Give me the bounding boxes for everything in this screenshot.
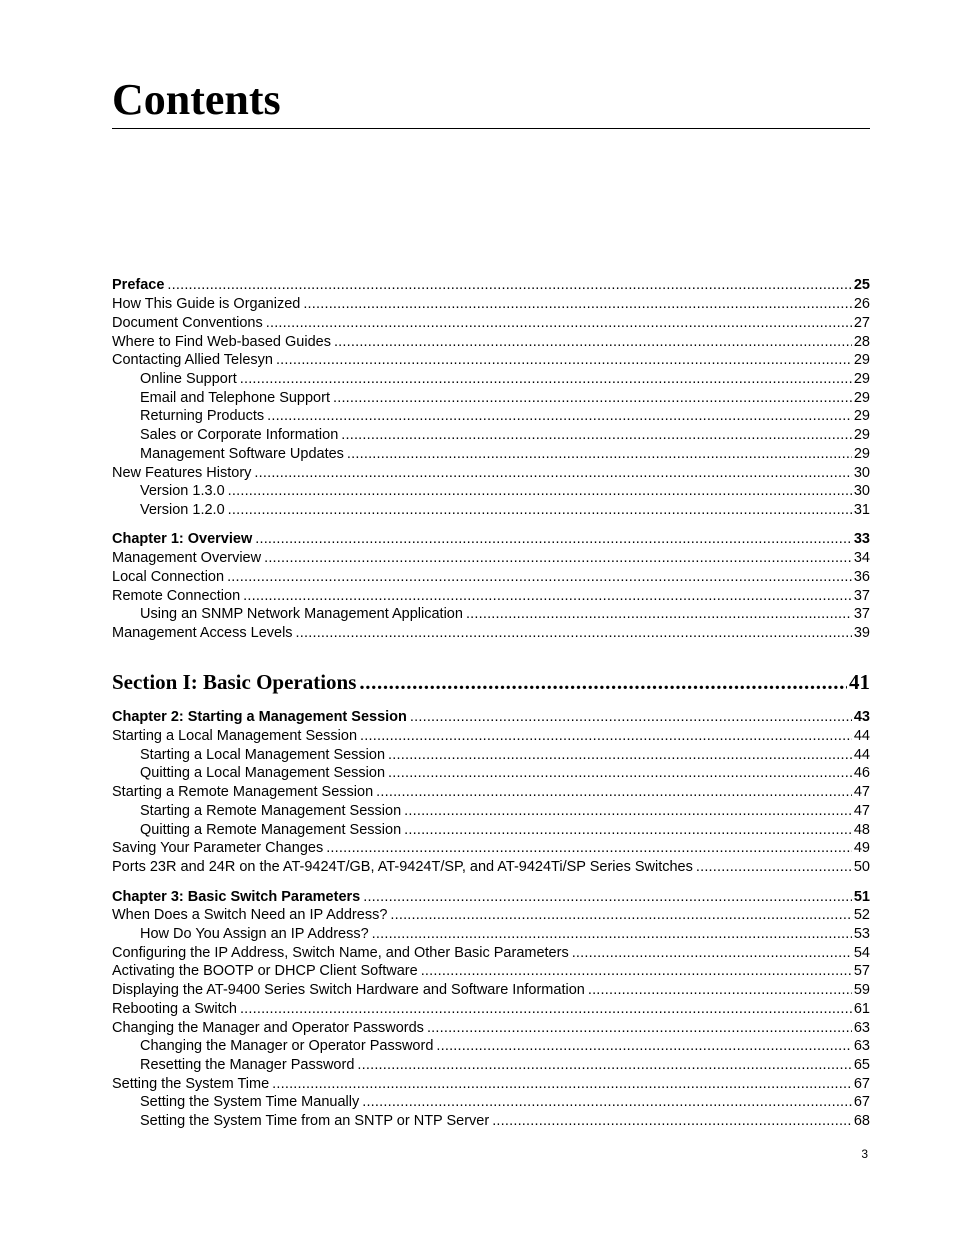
toc-entry-page: 34 <box>853 550 870 566</box>
dot-leader <box>360 727 852 746</box>
dot-leader <box>388 746 852 765</box>
page-title: Contents <box>112 75 281 124</box>
toc-entry-page: 29 <box>853 446 870 462</box>
toc-entry-page: 41 <box>849 670 870 694</box>
toc-entry[interactable] <box>140 445 870 464</box>
toc-entry-label: Configuring the IP Address, Switch Name, and Other Basic Parameters <box>112 945 569 961</box>
toc-entry-label: Saving Your Parameter Changes <box>112 840 324 856</box>
toc-entry-page: 63 <box>853 1020 870 1036</box>
toc-entry-page: 29 <box>853 352 870 368</box>
toc-entry-page: 28 <box>853 334 870 350</box>
toc-section-entry[interactable] <box>112 668 870 696</box>
toc-entry-page: 43 <box>853 709 870 725</box>
toc-entry-label: Starting a Remote Management Session <box>140 803 402 819</box>
toc-entry-page: 31 <box>853 502 870 518</box>
toc-entry[interactable] <box>140 802 870 821</box>
toc-entry[interactable] <box>112 276 870 295</box>
toc-entry-label: Rebooting a Switch <box>112 1001 237 1017</box>
toc-entry[interactable] <box>140 1112 870 1131</box>
toc-entry-label: Quitting a Remote Management Session <box>140 822 402 838</box>
toc-entry-label: Sales or Corporate Information <box>140 427 339 443</box>
dot-leader <box>492 1112 852 1131</box>
toc-entry-label: Using an SNMP Network Management Application <box>140 606 463 622</box>
toc-entry[interactable] <box>140 389 870 408</box>
toc-entry-page: 51 <box>853 889 870 905</box>
toc-entry-page: 49 <box>853 840 870 856</box>
dot-leader <box>264 549 852 568</box>
toc-entry-label: When Does a Switch Need an IP Address? <box>112 907 388 923</box>
toc-entry-page: 46 <box>853 765 870 781</box>
dot-leader <box>572 944 852 963</box>
dot-leader <box>359 668 847 696</box>
toc-entry-label: Chapter 3: Basic Switch Parameters <box>112 889 361 905</box>
toc-entry-label: Chapter 2: Starting a Management Session <box>112 709 407 725</box>
dot-leader <box>696 858 852 877</box>
toc-entry-label: Management Access Levels <box>112 625 293 641</box>
dot-leader <box>341 426 852 445</box>
dot-leader <box>254 464 851 483</box>
toc-entry-label: New Features History <box>112 465 252 481</box>
toc-entry-label: Preface <box>112 277 165 293</box>
toc-entry[interactable] <box>140 605 870 624</box>
dot-leader <box>296 624 852 643</box>
toc-entry-page: 63 <box>853 1038 870 1054</box>
toc-entry-label: How This Guide is Organized <box>112 296 301 312</box>
toc-entry-page: 37 <box>853 588 870 604</box>
toc-entry[interactable] <box>112 351 870 370</box>
dot-leader <box>410 708 852 727</box>
toc-entry-page: 44 <box>853 728 870 744</box>
toc-entry-label: Activating the BOOTP or DHCP Client Software <box>112 963 418 979</box>
toc-entry-label: Displaying the AT-9400 Series Switch Hardware and Software Information <box>112 982 585 998</box>
toc-entry-page: 44 <box>853 747 870 763</box>
toc-entry-label: Online Support <box>140 371 237 387</box>
toc-entry[interactable] <box>112 624 870 643</box>
toc-entry-page: 39 <box>853 625 870 641</box>
toc-entry-label: Chapter 1: Overview <box>112 531 253 547</box>
toc-entry[interactable] <box>140 1093 870 1112</box>
toc-entry[interactable] <box>112 549 870 568</box>
dot-leader <box>272 1075 852 1094</box>
toc-entry-page: 30 <box>853 465 870 481</box>
toc-entry-page: 53 <box>853 926 870 942</box>
toc-entry[interactable] <box>140 426 870 445</box>
toc-entry-page: 54 <box>853 945 870 961</box>
dot-leader <box>334 333 852 352</box>
toc-entry[interactable] <box>112 1019 870 1038</box>
toc-entry-label: Quitting a Local Management Session <box>140 765 386 781</box>
toc-entry[interactable] <box>112 708 870 727</box>
toc-entry[interactable] <box>112 1000 870 1019</box>
dot-leader <box>266 314 852 333</box>
toc-entry[interactable] <box>112 295 870 314</box>
toc-entry-label: Setting the System Time from an SNTP or NTP Server <box>140 1113 490 1129</box>
dot-leader <box>404 821 852 840</box>
toc-entry-label: Starting a Local Management Session <box>112 728 358 744</box>
toc-entry[interactable] <box>112 962 870 981</box>
toc-entry[interactable] <box>112 1075 870 1094</box>
dot-leader <box>390 906 851 925</box>
dot-leader <box>436 1037 851 1056</box>
toc-entry[interactable] <box>112 568 870 587</box>
toc-entry-page: 26 <box>853 296 870 312</box>
toc-entry-label: How Do You Assign an IP Address? <box>140 926 369 942</box>
toc-entry[interactable] <box>112 906 870 925</box>
toc-entry[interactable] <box>112 530 870 549</box>
dot-leader <box>466 605 852 624</box>
toc-entry-label: Contacting Allied Telesyn <box>112 352 273 368</box>
dot-leader <box>347 445 852 464</box>
toc-entry-page: 57 <box>853 963 870 979</box>
dot-leader <box>167 276 851 295</box>
toc-entry[interactable] <box>112 464 870 483</box>
toc-entry-label: Ports 23R and 24R on the AT-9424T/GB, AT-9424T/SP, and AT-9424Ti/SP Series Switches <box>112 859 693 875</box>
toc-entry-page: 47 <box>853 803 870 819</box>
dot-leader <box>388 764 852 783</box>
toc-entry-page: 29 <box>853 371 870 387</box>
page-number: 3 <box>861 1147 868 1161</box>
title-rule <box>112 128 870 129</box>
toc-entry-page: 52 <box>853 907 870 923</box>
toc-entry-page: 30 <box>853 483 870 499</box>
toc-entry[interactable] <box>112 839 870 858</box>
dot-leader <box>303 295 852 314</box>
toc-entry-page: 36 <box>853 569 870 585</box>
dot-leader <box>227 568 852 587</box>
toc-entry-page: 67 <box>853 1094 870 1110</box>
toc-entry-label: Email and Telephone Support <box>140 390 330 406</box>
toc-entry-page: 29 <box>853 408 870 424</box>
toc-entry[interactable] <box>112 783 870 802</box>
dot-leader <box>228 482 852 501</box>
toc-entry-page: 67 <box>853 1076 870 1092</box>
toc-entry-label: Setting the System Time Manually <box>140 1094 360 1110</box>
toc-entry-page: 48 <box>853 822 870 838</box>
toc-entry-page: 47 <box>853 784 870 800</box>
dot-leader <box>255 530 852 549</box>
toc-entry[interactable] <box>112 888 870 907</box>
toc-entry[interactable] <box>140 501 870 520</box>
toc-entry[interactable] <box>112 727 870 746</box>
toc-entry-label: Changing the Manager or Operator Password <box>140 1038 434 1054</box>
toc-entry-label: Remote Connection <box>112 588 241 604</box>
dot-leader <box>240 1000 852 1019</box>
toc-entry-label: Where to Find Web-based Guides <box>112 334 331 350</box>
toc-entry-page: 29 <box>853 427 870 443</box>
dot-leader <box>243 587 852 606</box>
toc-entry[interactable] <box>112 858 870 877</box>
toc-entry[interactable] <box>140 1037 870 1056</box>
toc-entry-page: 37 <box>853 606 870 622</box>
dot-leader <box>228 501 852 520</box>
dot-leader <box>376 783 852 802</box>
toc-entry-label: Starting a Local Management Session <box>140 747 386 763</box>
toc-entry-label: Resetting the Manager Password <box>140 1057 355 1073</box>
toc-entry-page: 59 <box>853 982 870 998</box>
toc-entry-page: 33 <box>853 531 870 547</box>
dot-leader <box>267 407 852 426</box>
toc-entry-label: Starting a Remote Management Session <box>112 784 374 800</box>
dot-leader <box>240 370 852 389</box>
toc-entry-label: Management Software Updates <box>140 446 344 462</box>
toc-entry-label: Local Connection <box>112 569 225 585</box>
toc-entry-page: 27 <box>853 315 870 331</box>
toc-entry[interactable] <box>140 764 870 783</box>
toc-entry-page: 68 <box>853 1113 870 1129</box>
toc-entry[interactable] <box>140 407 870 426</box>
dot-leader <box>588 981 852 1000</box>
toc-entry-label: Version 1.3.0 <box>140 483 225 499</box>
toc-entry-label: Changing the Manager and Operator Passwords <box>112 1020 424 1036</box>
toc-entry[interactable] <box>112 944 870 963</box>
toc-entry[interactable] <box>112 981 870 1000</box>
toc-entry-page: 25 <box>853 277 870 293</box>
toc-entry[interactable] <box>140 821 870 840</box>
dot-leader <box>421 962 852 981</box>
toc-entry[interactable] <box>140 482 870 501</box>
dot-leader <box>357 1056 851 1075</box>
toc-entry-label: Document Conventions <box>112 315 263 331</box>
toc-entry[interactable] <box>140 370 870 389</box>
toc-entry-label: Section I: Basic Operations <box>112 670 357 694</box>
toc-entry-label: Management Overview <box>112 550 262 566</box>
dot-leader <box>362 1093 852 1112</box>
toc-entry[interactable] <box>140 746 870 765</box>
toc-entry-page: 61 <box>853 1001 870 1017</box>
toc-entry[interactable] <box>112 314 870 333</box>
dot-leader <box>326 839 852 858</box>
dot-leader <box>372 925 852 944</box>
toc-entry-label: Version 1.2.0 <box>140 502 225 518</box>
toc-entry[interactable] <box>112 587 870 606</box>
toc-entry[interactable] <box>140 925 870 944</box>
toc-entry-page: 65 <box>853 1057 870 1073</box>
toc-entry[interactable] <box>140 1056 870 1075</box>
toc-entry[interactable] <box>112 333 870 352</box>
dot-leader <box>427 1019 852 1038</box>
dot-leader <box>333 389 852 408</box>
toc-entry-page: 29 <box>853 390 870 406</box>
toc-entry-label: Setting the System Time <box>112 1076 270 1092</box>
dot-leader <box>276 351 852 370</box>
toc-entry-label: Returning Products <box>140 408 265 424</box>
dot-leader <box>363 888 852 907</box>
dot-leader <box>404 802 852 821</box>
toc-entry-page: 50 <box>853 859 870 875</box>
